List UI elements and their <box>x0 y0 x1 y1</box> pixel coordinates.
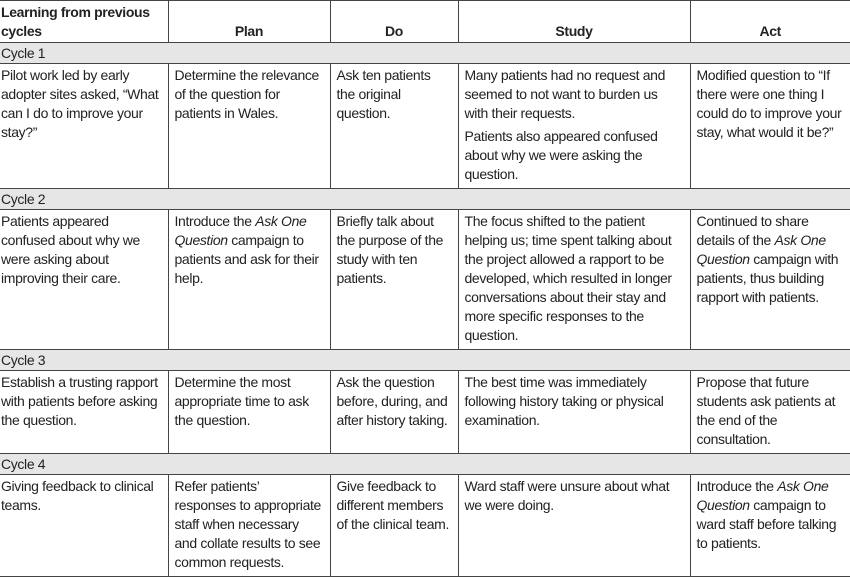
cycle-label: Cycle 1 <box>0 43 850 64</box>
cell-do <box>330 64 458 189</box>
cell-text: Introduce the <box>174 213 256 229</box>
cell-paragraph <box>697 212 845 307</box>
header-row <box>0 1 850 43</box>
cell-paragraph <box>1 373 162 430</box>
cell-text: Ward staff were unsure about what we were doing. <box>464 478 670 513</box>
cell-paragraph <box>175 212 324 288</box>
cell-text: Modified question to “If there were one thing I could do to improve your stay, what would it be?” <box>696 67 842 140</box>
cell-text: Briefly talk about the purpose of the study with ten patients. <box>336 213 444 286</box>
cell-act <box>690 64 850 189</box>
cell-text: Introduce the <box>696 478 778 494</box>
cell-learning <box>0 64 168 189</box>
cell-text: Refer patients’ responses to appropriate staff when necessary and collate results to see common requests. <box>174 478 321 570</box>
cell-text: The best time was immediately following history taking or physical examination. <box>464 374 664 428</box>
header-act: Act <box>690 1 850 43</box>
cell-do <box>330 475 458 577</box>
campaign-name: Ask One Question <box>696 478 829 513</box>
cycle-label: Cycle 3 <box>0 350 850 371</box>
cell-text: Propose that future students ask patients at the end of the consultation. <box>696 374 836 447</box>
cell-paragraph <box>337 373 452 430</box>
cell-act <box>690 210 850 350</box>
header-plan: Plan <box>168 1 330 43</box>
cell-plan <box>168 64 330 189</box>
cycle-label: Cycle 2 <box>0 189 850 210</box>
cell-do <box>330 210 458 350</box>
cell-paragraph <box>697 66 845 142</box>
cell-paragraph <box>1 212 162 288</box>
cell-text: Patients appeared confused about why we were asking about improving their care. <box>1 213 140 286</box>
cell-learning <box>0 371 168 454</box>
cell-paragraph <box>697 477 845 553</box>
cell-text: The focus shifted to the patient helping us; time spent talking about the project allowed a rapport to be developed, which resulted in longer conversations about their stay and more specific responses to the question. <box>464 213 672 343</box>
header-do: Do <box>330 1 458 43</box>
cell-text: Pilot work led by early adopter sites asked, “What can I do to improve your stay?” <box>1 67 159 140</box>
cell-plan <box>168 371 330 454</box>
cell-paragraph <box>465 477 684 515</box>
cell-text: Establish a trusting rapport with patients before asking the question. <box>1 374 158 428</box>
cell-text: campaign to ward staff before talking to patients. <box>696 497 837 551</box>
cell-text: Ask the question before, during, and after history taking. <box>336 374 448 428</box>
cell-paragraph <box>1 477 162 515</box>
cell-text: Ask ten patients the original question. <box>336 67 431 121</box>
table-row <box>0 64 850 189</box>
campaign-name: Ask One Question <box>174 213 307 248</box>
cell-paragraph <box>697 373 845 449</box>
cell-paragraph <box>465 212 684 345</box>
cell-plan <box>168 210 330 350</box>
cell-learning <box>0 475 168 577</box>
cell-text: Giving feedback to clinical teams. <box>1 478 154 513</box>
header-study: Study <box>458 1 690 43</box>
cell-act <box>690 371 850 454</box>
cell-text: Determine the most appropriate time to ask the question. <box>174 374 309 428</box>
cell-paragraph <box>1 66 162 142</box>
cell-text: campaign with patients, thus building rapport with patients. <box>696 251 839 305</box>
cell-text: Give feedback to different members of the clinical team. <box>336 478 449 532</box>
cell-paragraph <box>465 373 684 430</box>
cell-paragraph <box>465 66 684 123</box>
cycle-label-row <box>0 43 850 64</box>
table-row <box>0 210 850 350</box>
cell-plan <box>168 475 330 577</box>
cell-paragraph <box>175 477 324 572</box>
cell-study <box>458 210 690 350</box>
cycle-label-row <box>0 350 850 371</box>
cell-text: Continued to share details of the <box>696 213 809 248</box>
header-learning: Learning from previous cycles <box>0 1 168 43</box>
cell-study <box>458 475 690 577</box>
campaign-name: Ask One Question <box>696 232 826 267</box>
cell-do <box>330 371 458 454</box>
cell-learning <box>0 210 168 350</box>
cell-paragraph <box>175 66 324 123</box>
cycle-label-row <box>0 454 850 475</box>
cell-study <box>458 64 690 189</box>
cycle-label: Cycle 4 <box>0 454 850 475</box>
cell-paragraph <box>337 477 452 534</box>
cell-act <box>690 475 850 577</box>
cell-paragraph <box>337 66 452 123</box>
cell-text: Patients also appeared confused about why we were asking the question. <box>464 128 658 182</box>
cell-text: campaign to patients and ask for their help. <box>174 232 319 286</box>
cycle-label-row <box>0 189 850 210</box>
cell-paragraph <box>175 373 324 430</box>
cell-study <box>458 371 690 454</box>
cell-paragraph <box>337 212 452 288</box>
cell-text: Many patients had no request and seemed to not want to burden us with their requests. <box>464 67 666 121</box>
table-row <box>0 371 850 454</box>
cell-paragraph <box>465 127 684 184</box>
cell-text: Determine the relevance of the question for patients in Wales. <box>174 67 319 121</box>
table-row <box>0 475 850 577</box>
